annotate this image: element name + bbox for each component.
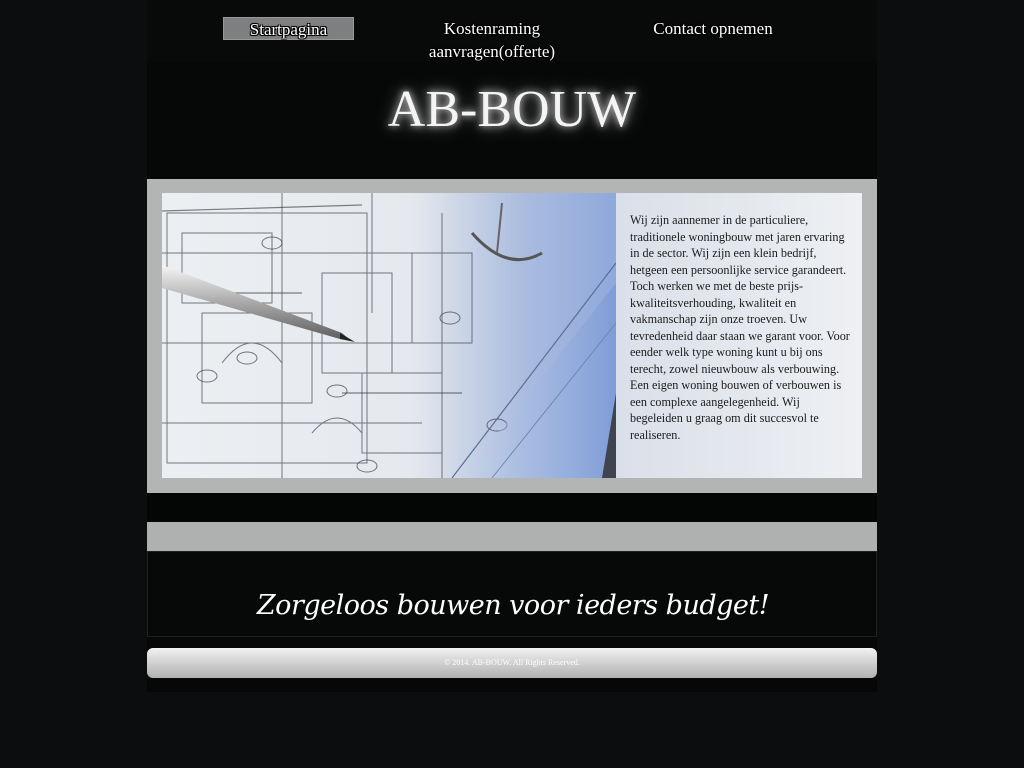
divider-grey: [147, 522, 877, 551]
footer: [147, 648, 877, 678]
hero-frame: [147, 179, 877, 493]
main-navigation: [147, 0, 877, 62]
nav-item-kostenraming[interactable]: Kostenraming aanvragen(offerte): [428, 19, 556, 61]
site-title: AB-BOUW: [387, 81, 637, 138]
page-container: [147, 0, 877, 692]
divider-dark: [147, 493, 877, 522]
nav-item-startpagina[interactable]: Startpagina: [223, 17, 354, 40]
slogan-text: Zorgeloos bouwen voor ieders budget!: [256, 590, 770, 621]
intro-text-panel: [616, 193, 862, 478]
slogan-section: [147, 551, 877, 637]
copyright-text: © 2014. AB-BOUW. All Rights Reserved.: [444, 658, 580, 667]
nav-item-contact[interactable]: Contact opnemen: [653, 19, 773, 38]
blueprint-with-pen-image: [162, 193, 616, 478]
intro-text: Wij zijn aannemer in de particuliere, traditionele woningbouw met jaren ervaring in de sector. Wij zijn een klein bedrijf, hetgeen een persoonlijke service garandeert. Toch werken we met de beste prijs-kwaliteitsverhouding, kwaliteit en vakmanschap zijn onze troeven. Uw tevredenheid daar staan we garant voor. Voor eender welk type woning kunt u bij ons terecht, zowel nieuwbouw als verbouwing. Een eigen woning bouwen of verbouwen is een complexe aangelegenheid. Wij begeleiden u graag om dit succesvol te realiseren.: [630, 213, 850, 442]
